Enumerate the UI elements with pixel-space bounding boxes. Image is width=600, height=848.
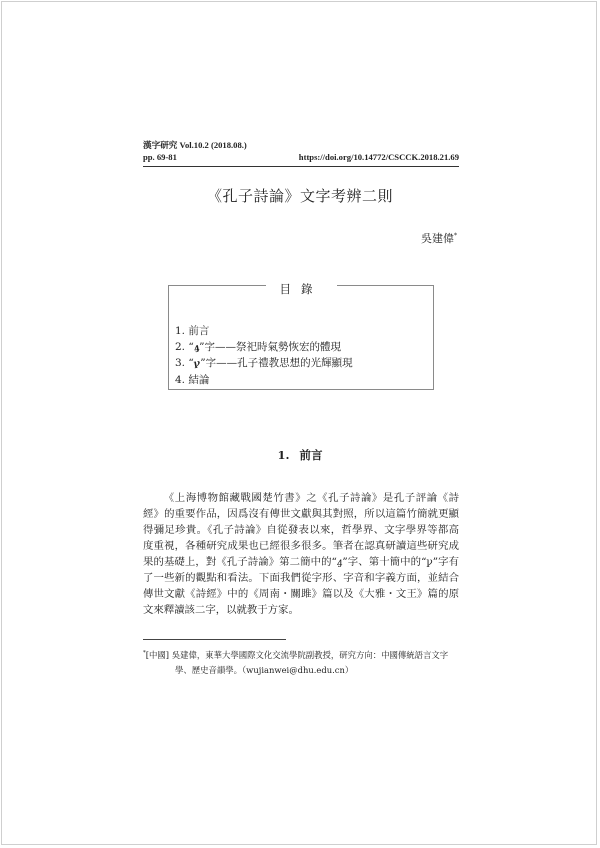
toc-item	[175, 356, 353, 373]
text-line: 種研究成果也已經很多很多。筆者在認真研讀這些研究成果的基礎上，	[143, 540, 460, 568]
footnote	[143, 646, 459, 678]
text-line: 經》中的《周南・關雎》篇以及《大雅・文王》篇的原文來釋讀該二字，	[143, 588, 460, 616]
toc-item-text: 結論	[188, 373, 210, 386]
page-range: pp. 69-81	[143, 152, 177, 162]
toc-item-text: 前言	[188, 325, 210, 337]
toc-heading: 目錄	[266, 282, 337, 296]
author	[421, 230, 457, 246]
text-line: 珍貴。《孔子詩論》自從發表以來，哲學界、文字學界等都高度重視，各	[143, 524, 459, 552]
toc-item-text: ”字——孔子禮教思想的光輝顯現	[200, 357, 353, 369]
toc-item-text: ”字——祭祀時氣勢恢宏的體現	[199, 340, 342, 353]
ancient-character-glyph: ꝩ	[192, 358, 201, 370]
toc-item	[175, 324, 353, 340]
author-name: 吳建偉	[421, 232, 454, 245]
toc-item-number: 4.	[175, 373, 186, 386]
toc-heading-wrap	[169, 278, 433, 297]
toc-item-number: 3.	[175, 357, 186, 369]
toc-list	[175, 324, 353, 388]
body-paragraph	[143, 490, 459, 618]
toc-item-number: 1.	[175, 325, 186, 337]
journal-name: 漢字研究 Vol.10.2 (2018.08.)	[143, 140, 247, 150]
toc-item-text: “	[188, 357, 194, 369]
paper-title: 《孔子詩論》文字考辨二則	[206, 187, 393, 205]
text-line: 《上海博物館藏戰國楚竹書》之《孔子詩論》是孔子評論《詩經》	[143, 492, 459, 520]
footnote-text: [中國] 吳建偉，東華大學國際文化交流學院副教授，研究方向：中國傳統語言文字	[145, 649, 449, 660]
page-border	[1, 1, 597, 845]
footnote-line	[143, 646, 459, 663]
header-row	[143, 151, 459, 167]
section-title: 前言	[299, 448, 323, 462]
toc-item	[175, 340, 353, 357]
table-of-contents	[168, 282, 434, 390]
author-footnote-mark: *	[454, 232, 457, 240]
section-heading	[0, 447, 600, 463]
footnote-divider	[143, 639, 286, 640]
text-line: 對《孔子詩論》第二簡中的“ꜭ”字、第十簡中的“ꝩ”字有了一些新	[143, 556, 460, 584]
toc-item-number: 2.	[175, 340, 186, 353]
text-line: 的觀點和看法。下面我們從字形、字音和字義方面，並結合傳世文獻《詩	[143, 572, 460, 600]
footnote-mark: *	[143, 650, 146, 656]
toc-item-text: “	[188, 340, 194, 353]
text-line: 的重要作品，因爲沒有傳世文獻與其對照，所以這篇竹簡就更顯得彌足	[143, 508, 459, 536]
paragraph	[143, 490, 459, 618]
ancient-character-glyph: ꜭ	[192, 342, 200, 353]
section-number: 1.	[277, 448, 290, 462]
footnote-line: 學、歷史音韻學。（wujianwei@dhu.edu.cn）	[175, 664, 354, 675]
doi-link[interactable]: https://doi.org/10.14772/CSCCK.2018.21.69	[298, 152, 459, 162]
toc-item	[175, 373, 353, 389]
text-line: 以就教于方家。	[226, 604, 299, 616]
journal-header	[143, 139, 459, 167]
